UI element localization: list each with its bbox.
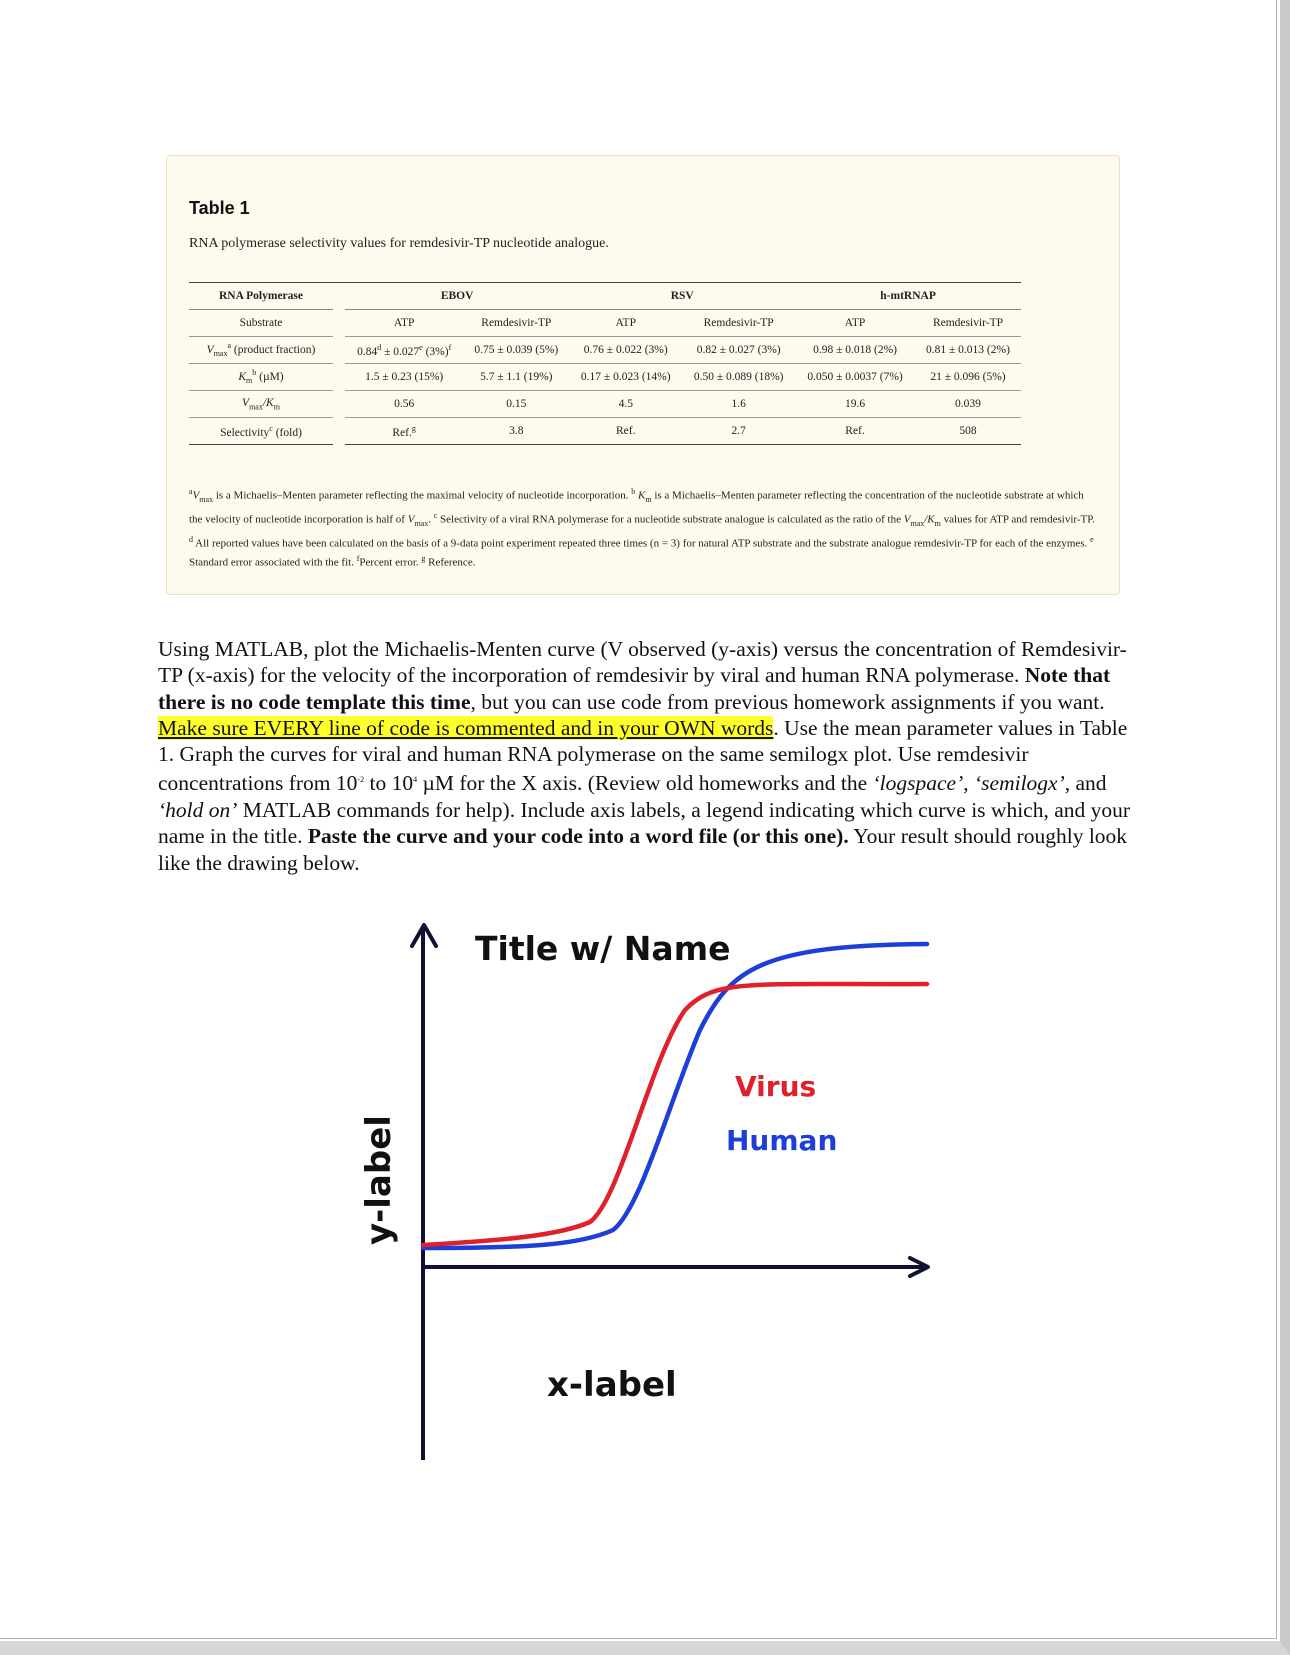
header-hmtrnap: h-mtRNAP <box>795 283 1021 310</box>
sketch-title: Title w/ Name <box>475 929 731 968</box>
table-row-vmax <box>189 337 1021 364</box>
table-cell: ATP <box>569 310 682 337</box>
table-cell: Remdesivir-TP <box>915 310 1021 337</box>
table-cell: Ref. <box>795 418 915 445</box>
x-axis <box>423 1258 928 1276</box>
table-cell: 0.81 ± 0.013 (2%) <box>915 337 1021 364</box>
y-axis-label: y-label <box>359 1115 399 1245</box>
row-label-vmax-km: $V_{max}/K_m$ <box>189 391 333 418</box>
table-cell: Ref. <box>569 418 682 445</box>
table-cell: 0.050 ± 0.0037 (7%) <box>795 364 915 391</box>
header-ebov: EBOV <box>345 283 569 310</box>
table-header-row <box>189 283 1021 310</box>
header-rna-polymerase: RNA Polymerase <box>189 283 333 310</box>
table-cell: 0.84$^d$ ± 0.027$^e$ $(3\%)^f$ <box>345 337 463 364</box>
table-cell: 21 ± 0.096 (5%) <box>915 364 1021 391</box>
example-sketch <box>330 900 950 1460</box>
table-cell: Ref.$^g$ <box>345 418 463 445</box>
highlighted-instruction: Make sure EVERY line of code is commented and in your OWN words <box>158 715 774 740</box>
table-row-substrate <box>189 310 1021 337</box>
row-label-substrate: Substrate <box>189 310 333 337</box>
human-curve <box>423 944 927 1248</box>
table-cell: 5.7 ± 1.1 (19%) <box>463 364 569 391</box>
legend-human: Human <box>726 1124 838 1157</box>
virus-curve <box>423 984 927 1245</box>
table-footnote: $^aV_{max}$ is a Michaelis–Menten parameter reflecting the maximal velocity of nucleotide incorporation. $^b$ $K_m$ is a Michaelis–Menten parameter reflecting the concentration of the nucleotide substrate at which the velocity of nucleotide incorporation is half of $V_{max}$. $^c$ Selectivity of a viral RNA polymerase for a nucleotide substrate analogue is calculated as the ratio of the $V_{max}/K_m$ values for ATP and remdesivir-TP. $^d$ All reported values have been calculated on the basis of a 9-data point experiment repeated three times (n = 3) for natural ATP substrate and the substrate analogue remdesivir-TP for each of the enzymes. $^e$ Standard error associated with the fit. $^f$Percent error. $^g$ Reference. <box>189 487 1095 569</box>
row-label-selectivity: Selectivity$^c$ (fold) <box>189 418 333 445</box>
selectivity-table <box>189 282 1021 445</box>
legend-virus: Virus <box>735 1070 817 1103</box>
table-cell: 2.7 <box>682 418 795 445</box>
table-cell: 0.56 <box>345 391 463 418</box>
table-cell: 1.5 ± 0.23 (15%) <box>345 364 463 391</box>
table-heading: Table 1 <box>189 198 250 218</box>
row-label-vmax: $V_{max}^a$ (product fraction) <box>189 337 333 364</box>
table-cell: ATP <box>795 310 915 337</box>
table-cell: 4.5 <box>569 391 682 418</box>
table-cell: 0.76 ± 0.022 (3%) <box>569 337 682 364</box>
table-cell: 0.50 ± 0.089 (18%) <box>682 364 795 391</box>
assignment-prompt: Using MATLAB, plot the Michaelis-Menten curve (V observed (y-axis) versus the concentration of Remdesivir-TP (x-axis) for the velocity of the incorporation of remdesivir by viral and human RNA polymerase. Note that there is no code template this time, but you can use code from previous homework assignments if you want. Make sure EVERY line of code is commented and in your OWN words. Use the mean parameter values in Table 1. Graph the curves for viral and human RNA polymerase on the same semilogx plot. Use remdesivir concentrations from $10^{-2}$ to $10^4$ µM for the X axis. (Review old homeworks and the ‘logspace’, ‘semilogx’, and ‘hold on’ MATLAB commands for help). Include axis labels, a legend indicating which curve is which, and your name in the title. Paste the curve and your code into a word file (or this one). Your result should roughly look like the drawing below. <box>158 637 1131 875</box>
table-cell: Remdesivir-TP <box>463 310 569 337</box>
table-cell: 0.039 <box>915 391 1021 418</box>
table-row-selectivity <box>189 418 1021 445</box>
table-cell: 0.75 ± 0.039 (5%) <box>463 337 569 364</box>
table-row-vmax-km <box>189 391 1021 418</box>
table-cell: 508 <box>915 418 1021 445</box>
table-cell: 0.17 ± 0.023 (14%) <box>569 364 682 391</box>
y-axis <box>412 925 436 1460</box>
table-cell: Remdesivir-TP <box>682 310 795 337</box>
table-caption: RNA polymerase selectivity values for remdesivir-TP nucleotide analogue. <box>189 236 609 251</box>
x-axis-label: x-label <box>547 1365 677 1405</box>
table-cell: 1.6 <box>682 391 795 418</box>
table-row-km <box>189 364 1021 391</box>
table-panel <box>166 155 1120 595</box>
table-cell: ATP <box>345 310 463 337</box>
row-label-km: $K_m^b$ (µM) <box>189 364 333 391</box>
table-cell: 0.82 ± 0.027 (3%) <box>682 337 795 364</box>
table-cell: 0.15 <box>463 391 569 418</box>
header-rsv: RSV <box>569 283 795 310</box>
table-cell: 0.98 ± 0.018 (2%) <box>795 337 915 364</box>
table-cell: 3.8 <box>463 418 569 445</box>
table-cell: 19.6 <box>795 391 915 418</box>
